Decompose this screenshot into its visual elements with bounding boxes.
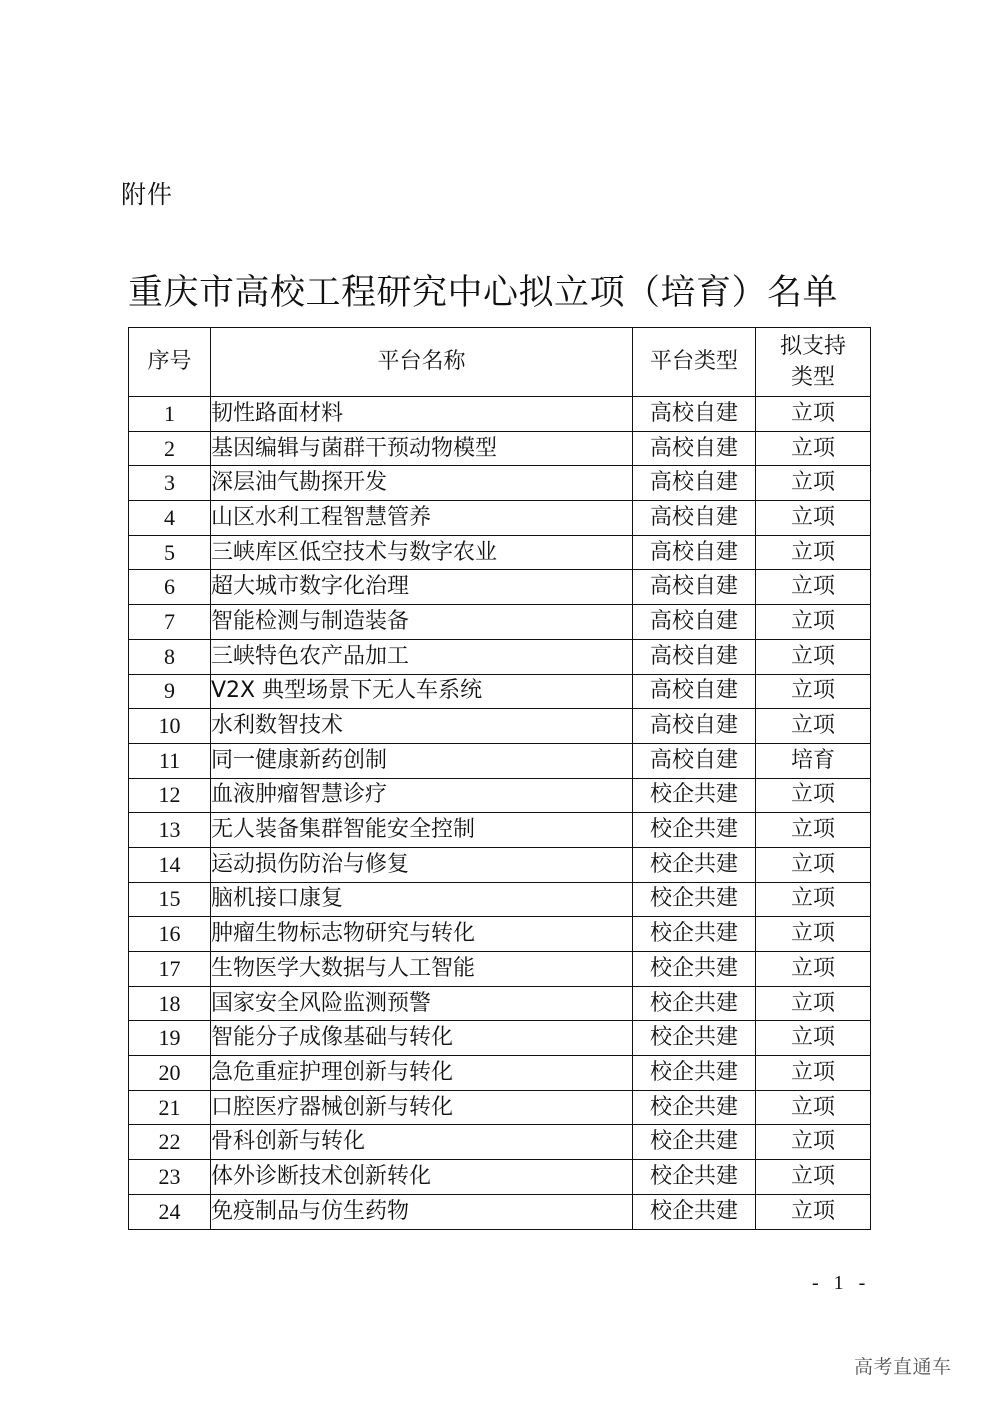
row-support-type: 立项 [756,778,871,813]
header-platform-type: 平台类型 [633,328,756,397]
row-platform-name: 基因编辑与菌群干预动物模型 [211,431,633,466]
row-serial-number: 19 [129,1021,211,1056]
row-platform-name: 智能检测与制造装备 [211,605,633,640]
row-support-type: 立项 [756,535,871,570]
project-list-table [128,327,871,1230]
row-platform-type: 校企共建 [633,1021,756,1056]
row-platform-type: 校企共建 [633,778,756,813]
row-serial-number: 10 [129,709,211,744]
page-number: - 1 - [812,1272,871,1294]
row-serial-number: 12 [129,778,211,813]
table-row [129,1194,871,1229]
table-row [129,1056,871,1091]
row-platform-name: 同一健康新药创制 [211,743,633,778]
row-platform-type: 校企共建 [633,952,756,987]
row-platform-name: 韧性路面材料 [211,397,633,432]
row-platform-name: 三峡特色农产品加工 [211,639,633,674]
row-serial-number: 21 [129,1090,211,1125]
table-header-row [129,328,871,397]
row-platform-type: 高校自建 [633,397,756,432]
watermark-text: 高考直通车 [854,1356,952,1378]
row-platform-type: 校企共建 [633,882,756,917]
row-serial-number: 16 [129,917,211,952]
row-support-type: 立项 [756,431,871,466]
table-row [129,709,871,744]
row-support-type: 立项 [756,1194,871,1229]
row-serial-number: 2 [129,431,211,466]
table-row [129,1125,871,1160]
row-platform-type: 高校自建 [633,431,756,466]
table-row [129,570,871,605]
row-serial-number: 20 [129,1056,211,1091]
row-support-type: 立项 [756,709,871,744]
row-platform-name: 口腔医疗器械创新与转化 [211,1090,633,1125]
table-row [129,986,871,1021]
row-serial-number: 4 [129,501,211,536]
row-platform-name: 水利数智技术 [211,709,633,744]
row-support-type: 培育 [756,743,871,778]
table-row [129,639,871,674]
row-serial-number: 23 [129,1160,211,1195]
row-platform-type: 校企共建 [633,1194,756,1229]
row-platform-type: 高校自建 [633,501,756,536]
row-platform-name: 免疫制品与仿生药物 [211,1194,633,1229]
row-platform-name: 无人装备集群智能安全控制 [211,813,633,848]
row-platform-type: 高校自建 [633,535,756,570]
row-platform-type: 高校自建 [633,709,756,744]
row-platform-name: 肿瘤生物标志物研究与转化 [211,917,633,952]
row-platform-type: 校企共建 [633,813,756,848]
row-serial-number: 14 [129,847,211,882]
row-support-type: 立项 [756,917,871,952]
table-row [129,1160,871,1195]
row-support-type: 立项 [756,813,871,848]
row-platform-type: 校企共建 [633,1160,756,1195]
table-row [129,952,871,987]
table-row [129,397,871,432]
header-serial-number: 序号 [129,328,211,397]
row-platform-name: 急危重症护理创新与转化 [211,1056,633,1091]
row-platform-type: 高校自建 [633,570,756,605]
row-platform-name: 血液肿瘤智慧诊疗 [211,778,633,813]
row-support-type: 立项 [756,1125,871,1160]
header-platform-name: 平台名称 [211,328,633,397]
table-row [129,466,871,501]
row-platform-type: 校企共建 [633,1056,756,1091]
row-support-type: 立项 [756,1021,871,1056]
row-platform-type: 校企共建 [633,1125,756,1160]
row-platform-name: 骨科创新与转化 [211,1125,633,1160]
row-platform-name: 智能分子成像基础与转化 [211,1021,633,1056]
row-serial-number: 3 [129,466,211,501]
row-support-type: 立项 [756,639,871,674]
row-serial-number: 17 [129,952,211,987]
row-serial-number: 6 [129,570,211,605]
row-platform-name: 三峡库区低空技术与数字农业 [211,535,633,570]
table-row [129,535,871,570]
row-support-type: 立项 [756,501,871,536]
row-support-type: 立项 [756,466,871,501]
row-support-type: 立项 [756,847,871,882]
row-platform-type: 高校自建 [633,639,756,674]
table-row [129,882,871,917]
row-serial-number: 18 [129,986,211,1021]
document-title: 重庆市高校工程研究中心拟立项（培育）名单 [128,273,839,313]
row-support-type: 立项 [756,986,871,1021]
header-support-type: 拟支持类型 [779,334,846,390]
row-platform-type: 高校自建 [633,466,756,501]
row-support-type: 立项 [756,1160,871,1195]
row-serial-number: 8 [129,639,211,674]
row-platform-name: 体外诊断技术创新转化 [211,1160,633,1195]
row-support-type: 立项 [756,1056,871,1091]
row-platform-name: 脑机接口康复 [211,882,633,917]
row-serial-number: 24 [129,1194,211,1229]
row-serial-number: 9 [129,674,211,709]
attachment-label: 附件 [121,180,174,209]
table-row [129,847,871,882]
row-platform-name: 运动损伤防治与修复 [211,847,633,882]
row-support-type: 立项 [756,952,871,987]
row-serial-number: 22 [129,1125,211,1160]
row-platform-name: 深层油气勘探开发 [211,466,633,501]
table-row [129,431,871,466]
table-row [129,605,871,640]
row-serial-number: 15 [129,882,211,917]
row-serial-number: 13 [129,813,211,848]
table-row [129,743,871,778]
row-support-type: 立项 [756,397,871,432]
row-platform-type: 校企共建 [633,917,756,952]
row-support-type: 立项 [756,674,871,709]
row-serial-number: 7 [129,605,211,640]
row-platform-type: 校企共建 [633,1090,756,1125]
table-row [129,674,871,709]
row-platform-type: 校企共建 [633,847,756,882]
row-serial-number: 1 [129,397,211,432]
row-platform-name: 生物医学大数据与人工智能 [211,952,633,987]
table-row [129,1021,871,1056]
row-serial-number: 5 [129,535,211,570]
table-row [129,778,871,813]
row-platform-name: 超大城市数字化治理 [211,570,633,605]
row-platform-name: 山区水利工程智慧管养 [211,501,633,536]
table-row [129,501,871,536]
row-support-type: 立项 [756,570,871,605]
row-platform-type: 校企共建 [633,986,756,1021]
row-support-type: 立项 [756,882,871,917]
row-serial-number: 11 [129,743,211,778]
table-body [129,397,871,1230]
row-support-type: 立项 [756,605,871,640]
row-support-type: 立项 [756,1090,871,1125]
row-platform-name: V2X 典型场景下无人车系统 [211,674,633,709]
row-platform-type: 高校自建 [633,674,756,709]
table-row [129,917,871,952]
table-row [129,1090,871,1125]
row-platform-name: 国家安全风险监测预警 [211,986,633,1021]
table-row [129,813,871,848]
row-platform-type: 高校自建 [633,743,756,778]
header-support-type-cell [756,328,871,397]
row-platform-type: 高校自建 [633,605,756,640]
